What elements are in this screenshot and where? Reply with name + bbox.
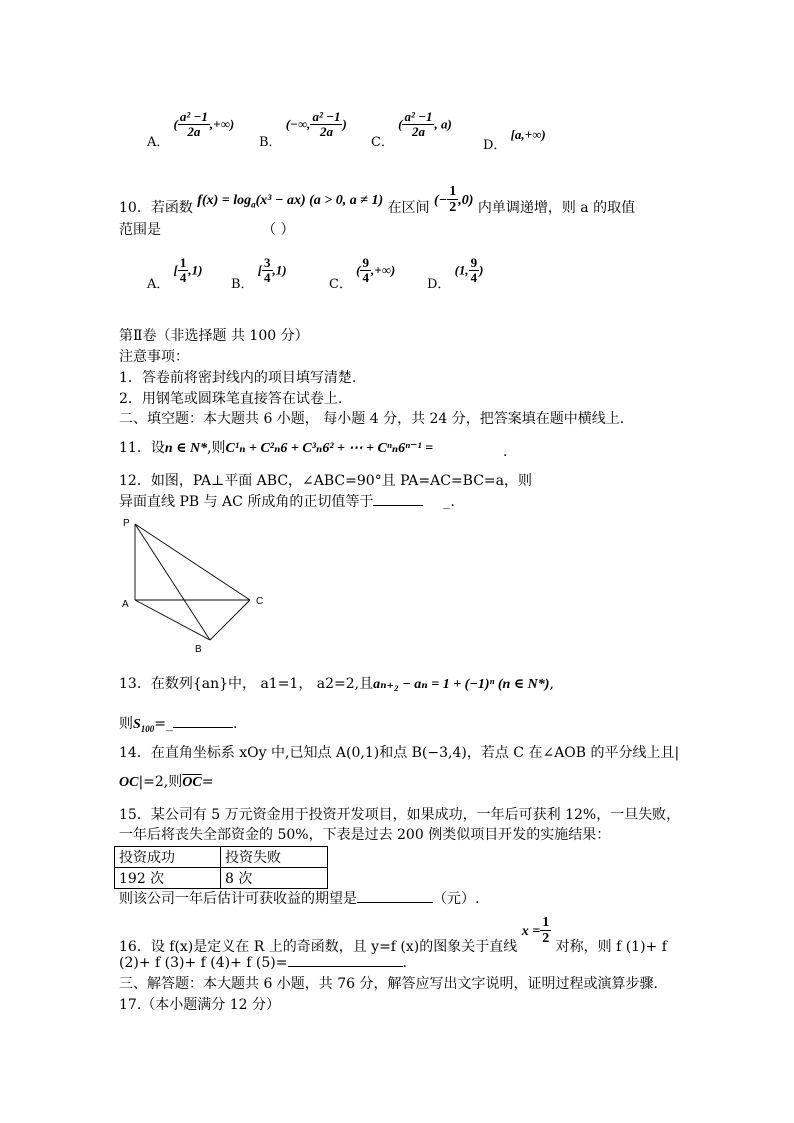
header-failure: 投资失败: [221, 847, 328, 868]
q9-option-b: B． (−∞, $\frac{\text{a² −1}}{2a}$ ): [259, 109, 347, 151]
edge-bc: [210, 600, 250, 640]
question-10-paren: （ ）: [262, 222, 295, 238]
question-12-line2: 异面直线 PB 与 AC 所成角的正切值等于 _.: [119, 494, 455, 510]
geometry-figure: [115, 512, 275, 657]
value-success: 192 次: [115, 868, 221, 889]
label-b: B: [195, 644, 202, 655]
table-row: [115, 847, 328, 868]
question-10-line2: 范围是: [119, 222, 161, 238]
label-c: C: [256, 596, 264, 607]
section-3-header: 三、解答题：本大题共 6 小题，共 76 分，解答应写出文字说明，证明过程或演算步骤.: [119, 976, 658, 992]
notes-title: 注意事项：: [119, 349, 189, 365]
question-13-line2: 则$S_{100}=\_$ .: [119, 716, 238, 734]
table-row: [115, 868, 328, 889]
question-14-line2: OC|=2,则$\overline{OC}=$: [119, 774, 214, 790]
question-12-line1: 12．如图，PA⊥平面 ABC，∠ABC=90°且 PA=AC=BC=a，则: [119, 473, 533, 489]
value-failure: 8 次: [221, 868, 328, 889]
q9-option-c: C． ( $\frac{\text{a² −1}}{2a}$ , a): [371, 109, 452, 151]
header-success: 投资成功: [115, 847, 221, 868]
note-2: 2．用钢笔或圆珠笔直接答在试卷上.: [119, 391, 343, 407]
q10-option-a: A． [ $\frac{1}{4}$ ,1): [147, 255, 203, 293]
note-1: 1．答卷前将密封线内的项目填写清楚.: [119, 370, 357, 386]
question-10: 10．若函数 $f(x) = \log_a(x^3 - ax) (a > 0$, a ≠ 1) 在区间 (− $\frac{1}{2}$ ,0) 内单调递增，则 a 的取值: [119, 184, 636, 216]
edge-pb: [135, 524, 210, 640]
question-14-line1: 14．在直角坐标系 xOy 中,已知点 A(0,1)和点 B(−3,4)，若点 C 在∠AOB 的平分线上且|: [119, 745, 680, 761]
fill-in-header: 二、填空题：本大题共 6 小题， 每小题 4 分，共 24 分，把答案填在题中横线上.: [119, 411, 625, 427]
edge-ab: [135, 600, 210, 640]
question-15-line3: 则该公司一年后估计可获收益的期望是 （元）.: [119, 891, 480, 907]
q9-option-d: D． [a,+∞): [483, 127, 546, 153]
label-a: A: [122, 599, 129, 610]
question-11-end: .: [503, 444, 508, 460]
question-17: 17.（本小题满分 12 分）: [119, 997, 280, 1013]
q10-option-d: D． (1, $\frac{9}{4}$ ): [427, 255, 484, 293]
label-p: P: [123, 518, 130, 529]
edge-pc: [135, 524, 250, 600]
question-16-line1: 16．设 f(x)是定义在 R 上的奇函数，且 y=f (x)的图象关于直线 x = $\frac{1}{2}$ 对称，则 f (1)+ f: [119, 915, 667, 955]
q10-option-c: C． ( $\frac{9}{4}$ ,+∞): [329, 255, 396, 293]
q9-option-a: A． ( $\frac{\text{a² −1}}{2a}$ ,+∞): [147, 109, 235, 151]
q10-option-b: B． [ $\frac{3}{4}$ ,1): [231, 255, 287, 293]
results-table: [114, 846, 328, 889]
question-13: 13．在数列{an}中， a1=1， a2=2,且aₙ₊₂ − aₙ = 1 + (−1)ⁿ (n ∈ N*),: [119, 676, 554, 692]
section-2-title: 第Ⅱ卷（非选择题 共 100 分）: [119, 328, 309, 344]
question-11: 11．设n ∈ N*,则C¹ₙ + C²ₙ6 + C³ₙ6² + ⋯ + Cⁿₙ6ⁿ⁻¹ =: [119, 440, 434, 456]
question-15-line2: 一年后将丧失全部资金的 50%，下表是过去 200 例类似项目开发的实施结果：: [119, 827, 611, 843]
question-15-line1: 15．某公司有 5 万元资金用于投资开发项目，如果成功，一年后可获利 12%，一旦失败，: [119, 807, 681, 823]
question-16-line2: (2)+ f (3)+ f (4)+ f (5)= .: [119, 955, 407, 971]
